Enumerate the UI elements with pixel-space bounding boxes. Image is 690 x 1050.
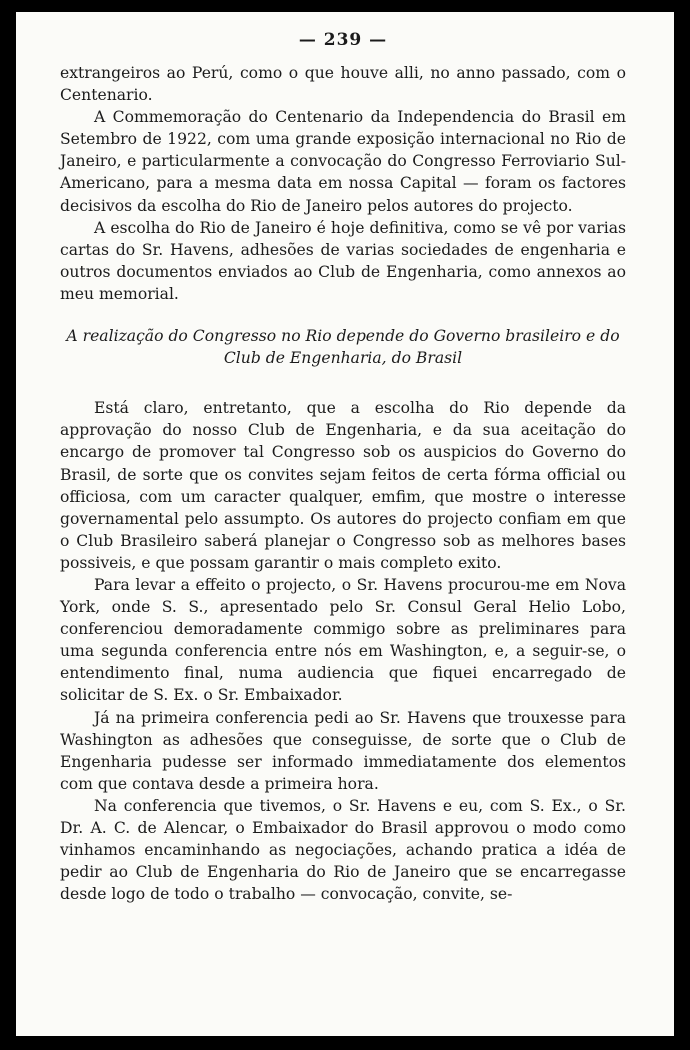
paragraph-approvacao: Está claro, entretanto, que a escolha do Rio depende da approvação do nosso Club de Engenharia, e da sua aceitação do encargo de promover tal Congresso sob os auspicios do Governo do Brasil, de sorte que os convites sejam feitos de certa fórma official ou officiosa, com um caracter qualquer, emfim, que mostre o interesse governamental pelo assumpto. Os autores do projecto confiam em que o Club Brasileiro saberá planejar o Congresso sob as melhores bases possiveis, e que possam garantir o mais completo exito. bbox=[60, 399, 626, 572]
document-page bbox=[16, 12, 674, 1036]
section-heading-line-2: Club de Engenharia, do Brasil bbox=[223, 349, 463, 368]
page-number: — 239 — bbox=[298, 30, 388, 50]
paragraph-continuation: extrangeiros ao Perú, como o que houve alli, no anno passado, com o Centenario. bbox=[60, 64, 626, 105]
section-heading bbox=[60, 325, 626, 369]
section-heading-line-1: A realização do Congresso no Rio depende do Governo brasileiro e do bbox=[66, 327, 620, 346]
paragraph-centenario: A Commemoração do Centenario da Independencia do Brasil em Setembro de 1922, com uma grande exposição internacional no Rio de Janeiro, e particularmente a convocação do Congresso Ferroviario Sul-Americano, para a mesma data em nossa Capital — foram os factores decisivos da escolha do Rio de Janeiro pelos autores do projecto. bbox=[60, 108, 626, 215]
section-two bbox=[60, 397, 626, 905]
section-one bbox=[60, 62, 626, 305]
paragraph-primeira-conferencia: Já na primeira conferencia pedi ao Sr. Havens que trouxesse para Washington as adhesões que conseguisse, de sorte que o Club de Engenharia pudesse ser informado immediatamente dos elementos com que contava desde a primeira hora. bbox=[60, 708, 626, 793]
paragraph-havens-nova-york: Para levar a effeito o projecto, o Sr. Havens procurou-me em Nova York, onde S. S., apresentado pelo Sr. Consul Geral Helio Lobo, conferenciou demoradamente commigo sobre as preliminares para uma segunda conferencia entre nós em Washington, e, a seguir-se, o entendimento final, numa audiencia que fiquei encarregado de solicitar de S. Ex. o Sr. Embaixador. bbox=[60, 575, 626, 705]
paragraph-conferencia-embaixador: Na conferencia que tivemos, o Sr. Havens e eu, com S. Ex., o Sr. Dr. A. C. de Alencar, o Embaixador do Brasil approvou o modo como vinhamos encaminhando as negociações, achando pratica a idéa de pedir ao Club de Engenharia do Rio de Janeiro que se encarregasse desde logo de todo o trabalho — convocação, convite, se- bbox=[60, 796, 626, 904]
paragraph-escolha: A escolha do Rio de Janeiro é hoje definitiva, como se vê por varias cartas do Sr. Havens, adhesões de varias sociedades de engenharia e outros documentos enviados ao Club de Engenharia, como annexos ao meu memorial. bbox=[60, 218, 626, 303]
